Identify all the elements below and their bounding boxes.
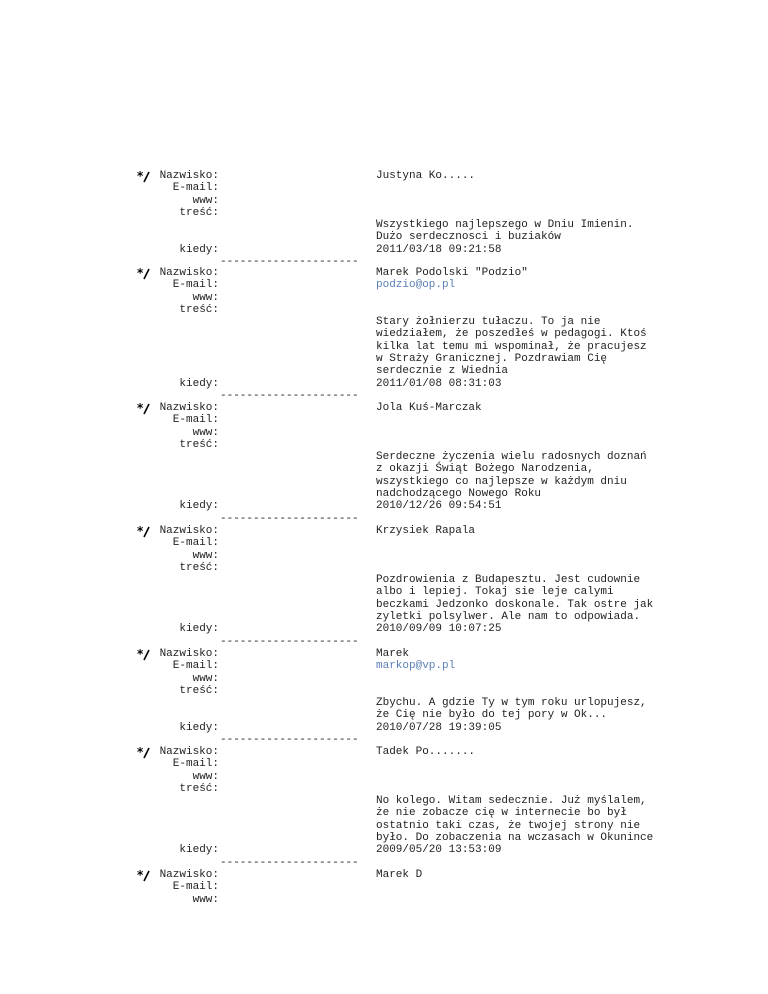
entry-date: 2011/01/08 08:31:03	[376, 377, 502, 390]
guestbook-entry	[0, 170, 768, 268]
entry-content-line: z okazji Świąt Bożego Narodzenia,	[376, 463, 594, 476]
separator: ---------------------	[220, 512, 359, 525]
entry-content-line: zyletki polsylwer. Ale nam to odpowiada.	[376, 611, 641, 624]
entry-content-line: Wszystkiego najlepszego w Dniu Imienin.	[376, 219, 634, 232]
email-label: E-mail:	[172, 414, 219, 427]
when-label: kiedy:	[179, 623, 219, 636]
name-label: Nazwisko:	[159, 648, 219, 660]
name-label: Nazwisko:	[159, 525, 219, 537]
entry-date: 2010/09/09 10:07:25	[376, 623, 502, 636]
entry-content-line: było. Do zobaczenia na wczasach w Okunince	[376, 832, 654, 845]
guestbook-entry	[0, 267, 768, 402]
email-label: E-mail:	[172, 660, 219, 673]
entry-content-line: kilka lat temu mi wspominał, że pracujesz	[376, 340, 647, 353]
entry-name: Justyna Ko.....	[376, 170, 476, 182]
separator: ---------------------	[220, 734, 359, 747]
entry-content-line: Pozdrowienia z Budapesztu. Jest cudownie	[376, 574, 641, 587]
entry-content-line: wszystkiego co najlepsze w każdym dniu	[376, 475, 627, 488]
entry-content-line: beczkami Jedzonko doskonale. Tak ostre jak	[376, 598, 654, 611]
email-label: E-mail:	[172, 537, 219, 550]
entry-marker-icon	[137, 868, 151, 882]
entry-content-line: Stary żołnierzu tułaczu. To ja nie	[376, 316, 601, 329]
guestbook-entry	[0, 525, 768, 648]
www-label: www:	[192, 549, 219, 562]
entry-content-line: nadchodzącego Nowego Roku	[376, 488, 542, 501]
content-label: treść:	[179, 206, 219, 219]
guestbook-entry	[0, 869, 768, 906]
guestbook-entry	[0, 402, 768, 525]
email-link[interactable]: podzio@op.pl	[376, 279, 456, 292]
www-label: www:	[192, 291, 219, 304]
entry-name: Krzysiek Rapala	[376, 525, 476, 537]
entry-content-line: Serdeczne życzenia wielu radosnych doznań	[376, 451, 647, 464]
name-label: Nazwisko:	[159, 402, 219, 414]
svg-text:*: *	[137, 169, 144, 183]
content-label: treść:	[179, 438, 219, 451]
when-label: kiedy:	[179, 377, 219, 390]
entry-content-line: albo i lepiej. Tokaj sie leje calymi	[376, 586, 614, 599]
www-label: www:	[192, 770, 219, 783]
entry-date: 2009/05/20 13:53:09	[376, 844, 502, 857]
separator: ---------------------	[220, 856, 359, 869]
svg-text:*: *	[137, 647, 144, 661]
entry-marker-icon	[137, 401, 151, 415]
svg-text:*: *	[137, 401, 144, 415]
entry-name: Marek Podolski "Podzio"	[376, 267, 528, 279]
www-label: www:	[192, 426, 219, 439]
entry-content-line: Zbychu. A gdzie Ty w tym roku urlopujesz,	[376, 697, 647, 710]
when-label: kiedy:	[179, 721, 219, 734]
entry-name: Jola Kuś-Marczak	[376, 402, 482, 414]
email-link[interactable]: markop@vp.pl	[376, 660, 456, 673]
entry-name: Marek	[376, 648, 410, 660]
entry-content-line: że Cię nie było do tej pory w Ok...	[376, 709, 608, 722]
email-label: E-mail:	[172, 758, 219, 771]
entry-content-line: ostatnio taki czas, że twojej strony nie	[376, 819, 641, 832]
entry-marker-icon	[137, 647, 151, 661]
entry-name: Marek D	[376, 869, 423, 881]
email-label: E-mail:	[172, 279, 219, 292]
separator: ---------------------	[220, 635, 359, 648]
content-label: treść:	[179, 561, 219, 574]
separator: ---------------------	[220, 256, 359, 269]
name-label: Nazwisko:	[159, 170, 219, 182]
entry-content-line: serdecznie z Wiednia	[376, 365, 509, 378]
entry-content-line: No kolego. Witam sedecznie. Już myślalem,	[376, 795, 647, 808]
entry-content-line: w Straży Granicznej. Pozdrawiam Cię	[376, 353, 608, 366]
entry-marker-icon	[137, 266, 151, 280]
email-label: E-mail:	[172, 182, 219, 195]
entry-name: Tadek Po.......	[376, 746, 476, 758]
entry-marker-icon	[137, 745, 151, 759]
svg-text:*: *	[137, 266, 144, 280]
when-label: kiedy:	[179, 844, 219, 857]
svg-text:*: *	[137, 868, 144, 882]
guestbook-entry	[0, 746, 768, 869]
content-label: treść:	[179, 303, 219, 316]
entry-content-line: że nie zobacze cię w internecie bo był	[376, 807, 627, 820]
name-label: Nazwisko:	[159, 746, 219, 758]
content-label: treść:	[179, 782, 219, 795]
separator: ---------------------	[220, 389, 359, 402]
entry-marker-icon	[137, 524, 151, 538]
www-label: www:	[192, 672, 219, 685]
content-label: treść:	[179, 684, 219, 697]
name-label: Nazwisko:	[159, 869, 219, 881]
guestbook-entry	[0, 648, 768, 746]
entry-date: 2011/03/18 09:21:58	[376, 243, 502, 256]
entry-date: 2010/12/26 09:54:51	[376, 500, 502, 513]
entry-content-line: Dużo serdecznosci i buziaków	[376, 231, 561, 244]
entry-marker-icon	[137, 169, 151, 183]
entry-date: 2010/07/28 19:39:05	[376, 721, 502, 734]
when-label: kiedy:	[179, 500, 219, 513]
www-label: www:	[192, 194, 219, 207]
svg-text:*: *	[137, 524, 144, 538]
name-label: Nazwisko:	[159, 267, 219, 279]
email-label: E-mail:	[172, 881, 219, 894]
entry-content-line: wiedziałem, że poszedłeś w pedagogi. Ktoś	[376, 328, 647, 341]
when-label: kiedy:	[179, 243, 219, 256]
www-label: www:	[192, 893, 219, 906]
svg-text:*: *	[137, 745, 144, 759]
